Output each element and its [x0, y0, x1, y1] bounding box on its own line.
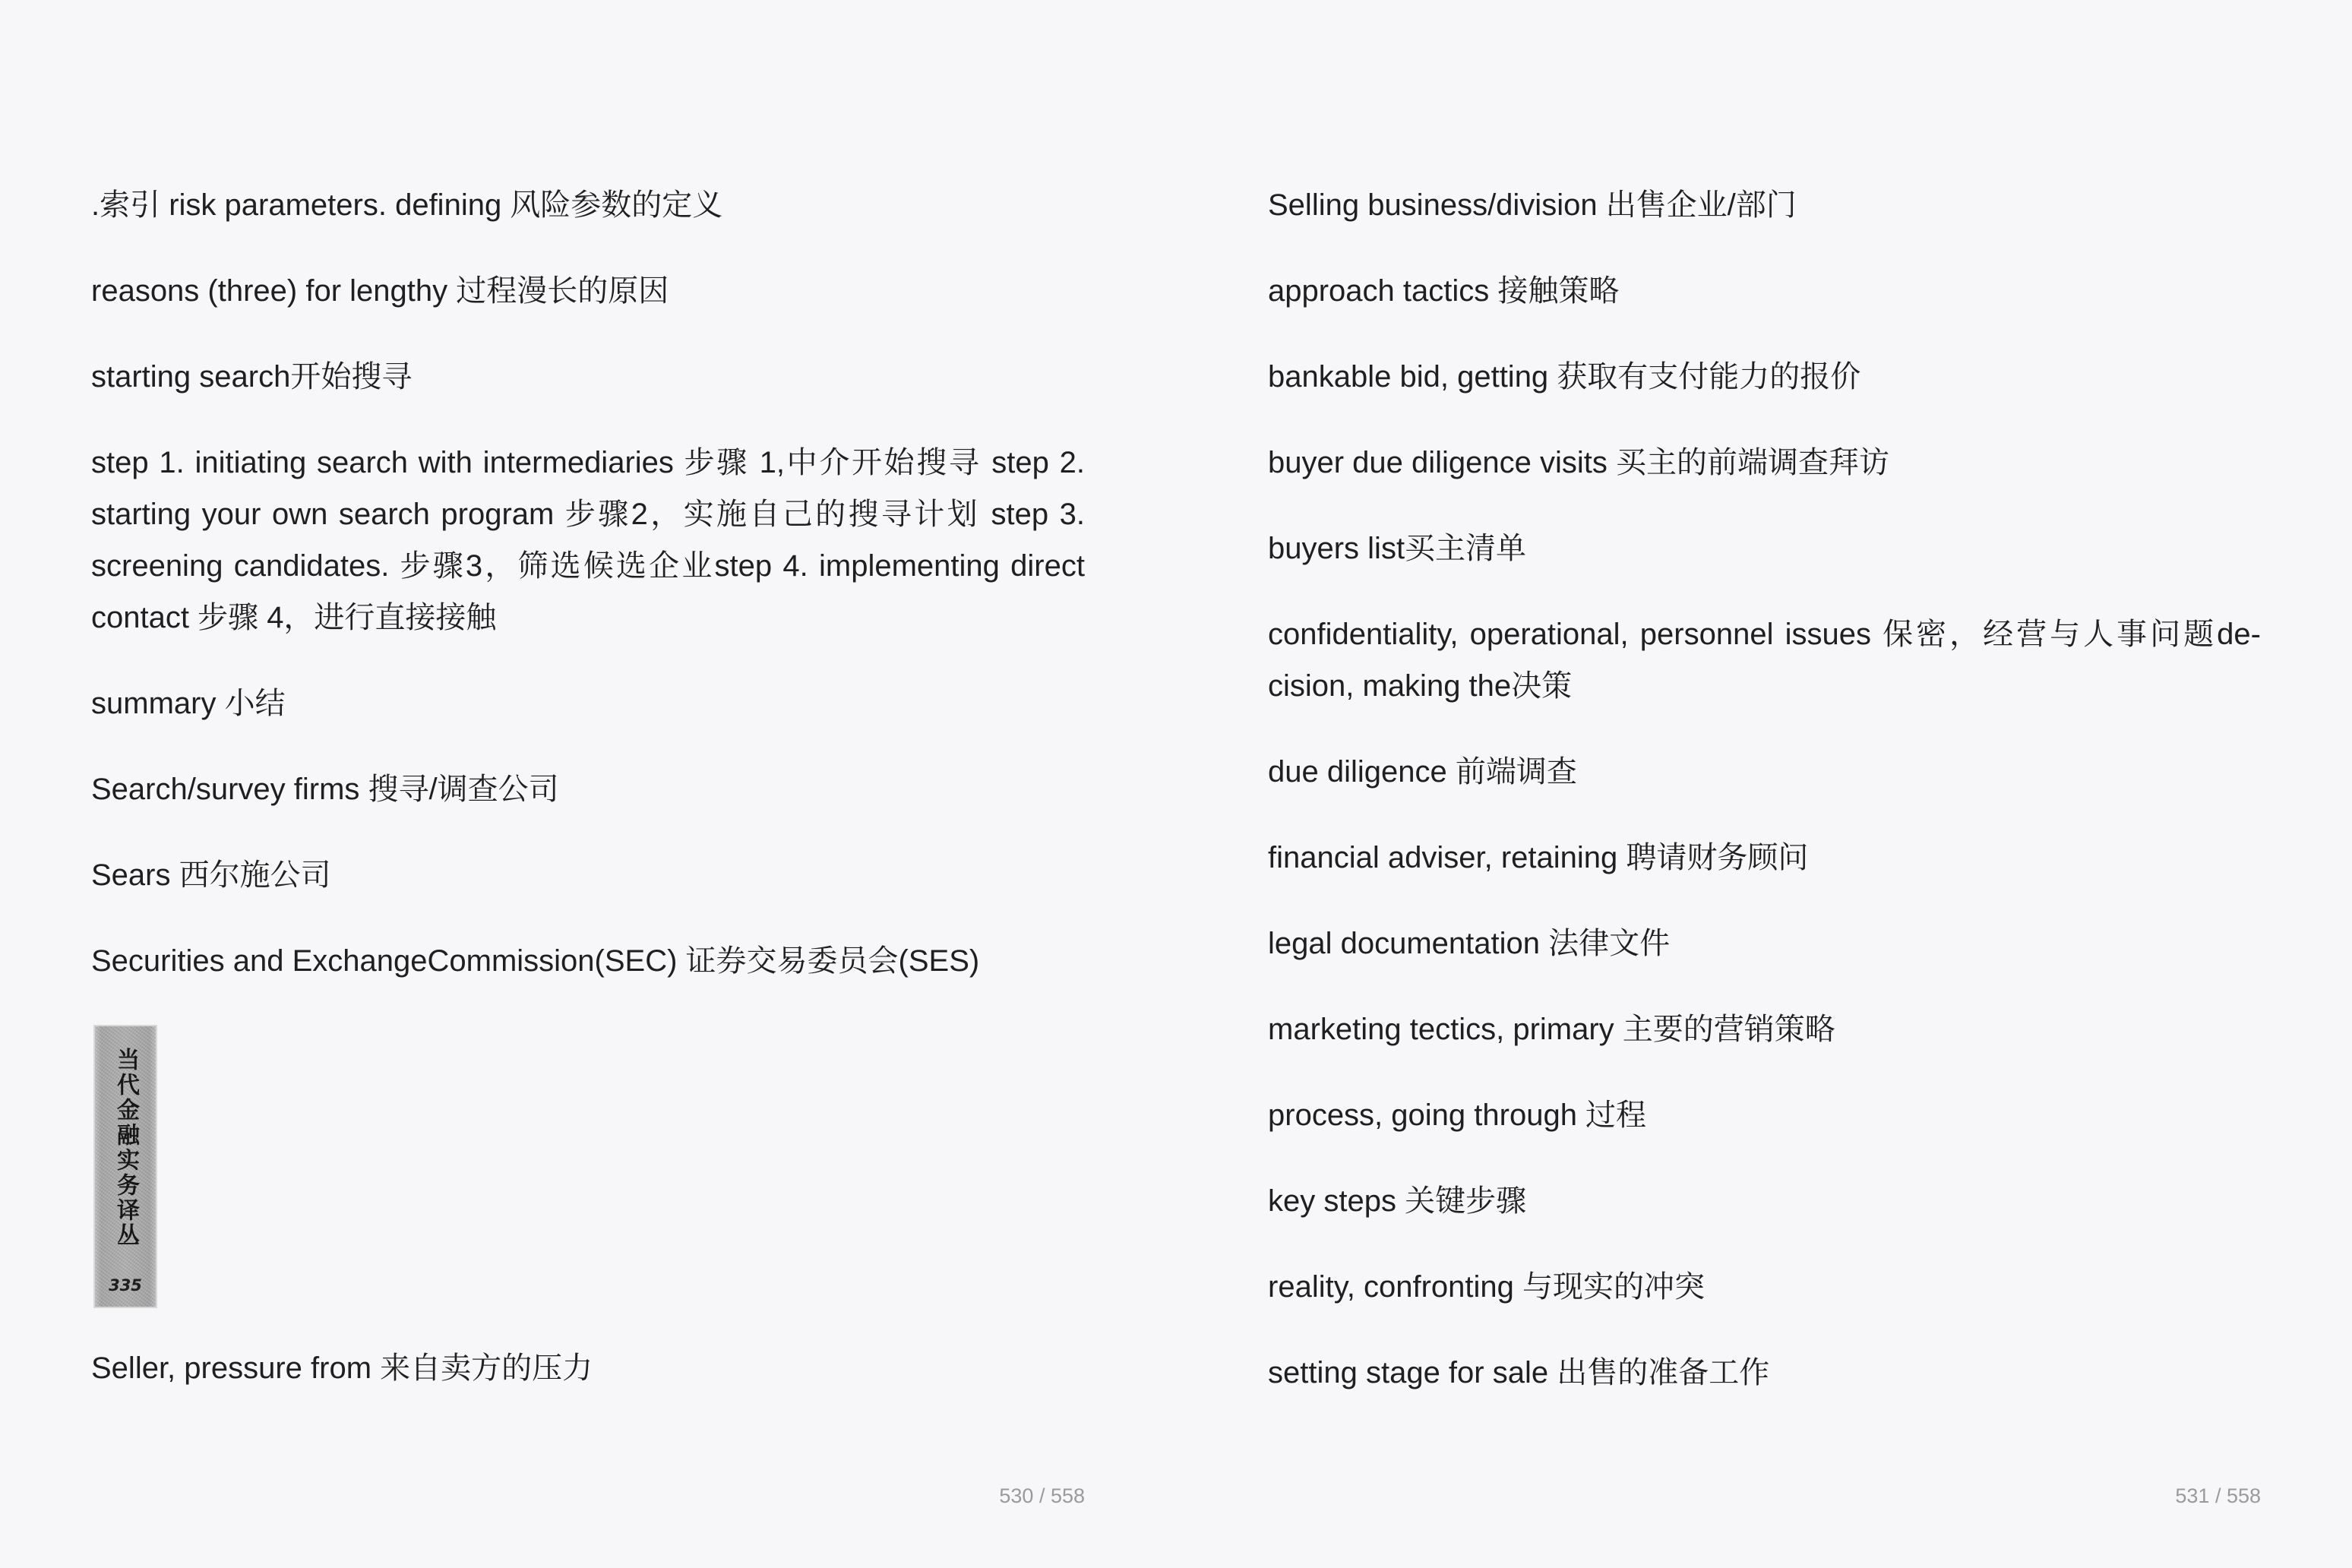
- index-entry: key steps 关键步骤: [1268, 1184, 1527, 1218]
- index-entry: bankable bid, getting 获取有支付能力的报价: [1268, 360, 1861, 394]
- index-entry: Sears 西尔施公司: [91, 858, 331, 892]
- series-logo-title: 当代金融实务译丛: [112, 1048, 139, 1248]
- index-entry-line: confidentiality, operational, personnel issues 保密，经营与人事问题de-: [1268, 618, 2261, 651]
- index-entry: legal documentation 法律文件: [1268, 927, 1671, 960]
- page-number: 531 / 558: [2175, 1484, 2261, 1507]
- left-page[interactable]: [91, 0, 1085, 1568]
- index-entry: [1268, 609, 2261, 712]
- index-entry: process, going through 过程: [1268, 1099, 1647, 1132]
- index-entry: starting search开始搜寻: [91, 360, 413, 394]
- index-entry: Search/survey firms 搜寻/调查公司: [91, 773, 559, 806]
- index-entry-line: starting your own search program 步骤2，实施自己的搜寻计划 step 3.: [91, 498, 1085, 531]
- index-entry: due diligence 前端调查: [1268, 755, 1577, 789]
- index-entry: reality, confronting 与现实的冲突: [1268, 1270, 1705, 1304]
- index-entry: Seller, pressure from 来自卖方的压力: [91, 1351, 593, 1385]
- series-logo-image: [93, 1021, 157, 1308]
- right-page[interactable]: [1268, 0, 2261, 1568]
- index-entry: summary 小结: [91, 687, 286, 720]
- series-logo-number: 335: [109, 1276, 142, 1295]
- index-entry-line: screening candidates. 步骤3，筛选候选企业step 4. implementing direct: [91, 549, 1085, 583]
- index-entry: financial adviser, retaining 聘请财务顾问: [1268, 841, 1809, 874]
- index-entry: marketing tectics, primary 主要的营销策略: [1268, 1013, 1835, 1046]
- page-number: 530 / 558: [999, 1484, 1085, 1507]
- index-entry-line: step 1. initiating search with intermediaries 步骤 1,中介开始搜寻 step 2.: [91, 446, 1085, 479]
- index-entry: Securities and ExchangeCommission(SEC) 证券交易委员会(SES): [91, 944, 980, 978]
- index-entry-line: cision, making the决策: [1268, 669, 1573, 703]
- index-entry: reasons (three) for lengthy 过程漫长的原因: [91, 274, 669, 308]
- index-entry-line: contact 步骤 4，进行直接接触: [91, 601, 497, 634]
- index-entry: Selling business/division 出售企业/部门: [1268, 188, 1797, 222]
- index-entry: approach tactics 接触策略: [1268, 274, 1620, 308]
- index-entry: .索引 risk parameters. defining 风险参数的定义: [91, 188, 723, 222]
- index-entries: [91, 179, 1085, 1428]
- index-entry: buyer due diligence visits 买主的前端调查拜访: [1268, 446, 1890, 479]
- index-entries: [1268, 179, 2261, 1433]
- index-entry: setting stage for sale 出售的准备工作: [1268, 1356, 1770, 1389]
- index-entry: buyers list买主清单: [1268, 532, 1527, 565]
- series-logo-picture: [93, 1025, 157, 1308]
- index-entry: [91, 437, 1085, 643]
